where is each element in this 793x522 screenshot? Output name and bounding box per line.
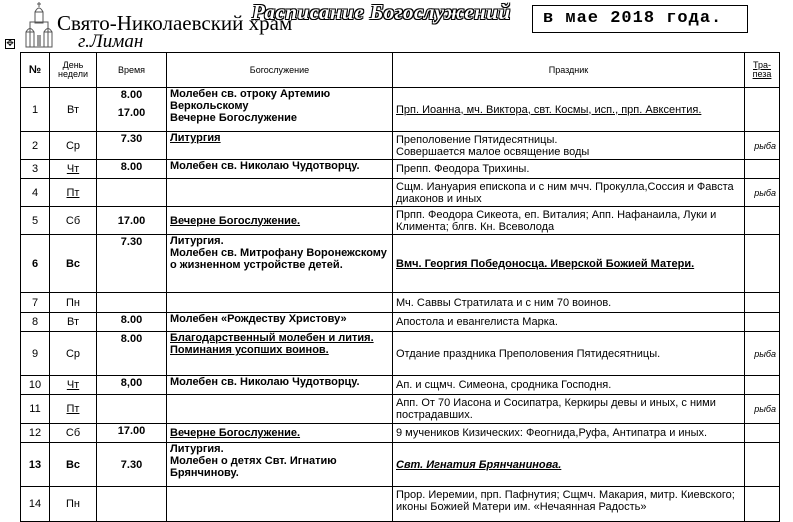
row-feast: Апп. От 70 Иасона и Сосипатра, Керкиры девы и иных, с ними пострадавших.: [393, 395, 745, 424]
row-day: Пн: [50, 293, 97, 313]
row-meal: [745, 376, 780, 395]
row-time-2: 17.00: [117, 107, 146, 119]
row-day: Вс: [50, 235, 97, 293]
row-day: Ср: [50, 332, 97, 376]
row-meal: рыба: [745, 395, 780, 424]
row-day: Пн: [50, 487, 97, 522]
row-num: 6: [21, 235, 50, 293]
row-time: 8,00: [97, 376, 167, 395]
row-service: Молебен «Рождеству Христову»: [167, 313, 393, 332]
row-time: [97, 179, 167, 207]
month-label: в мае 2018 года.: [532, 5, 748, 33]
row-time: [97, 395, 167, 424]
col-header-feast: Праздник: [393, 53, 745, 88]
table-row: [21, 376, 780, 395]
row-time: 7.30: [97, 132, 167, 160]
row-time: 8.00: [97, 160, 167, 179]
row-time: 8.00: [97, 332, 167, 376]
church-name: Свято-Николаевский храм: [57, 11, 293, 35]
row-meal: рыба: [745, 332, 780, 376]
col-header-meal: Тра-пеза: [745, 53, 780, 88]
table-header-row: [21, 53, 780, 88]
row-service: Молебен св. Николаю Чудотворцу.: [167, 160, 393, 179]
row-meal: [745, 293, 780, 313]
row-time: [97, 293, 167, 313]
col-header-day: День недели: [50, 53, 97, 88]
row-time: 7.30: [97, 443, 167, 487]
row-feast: Прор. Иеремии, прп. Пафнутия; Сщмч. Макария, митр. Киевского; иконы Божией Матери им. «Нечаянная Радость»: [393, 487, 745, 522]
row-service: Литургия. Молебен св. Митрофану Воронежскому о жизненном устройстве детей.: [167, 235, 393, 293]
row-feast: Преполовение Пятидесятницы. Совершается малое освящение воды: [393, 132, 745, 160]
row-time-1: 8.00: [120, 89, 143, 101]
row-meal: [745, 160, 780, 179]
row-service: [167, 443, 393, 487]
schedule-table: [20, 52, 780, 522]
table-row: [21, 424, 780, 443]
row-day: Вт: [50, 88, 97, 132]
row-time: 17.00: [97, 207, 167, 235]
row-day: Пт: [50, 179, 97, 207]
row-feast: Сщм. Иануария епископа и с ним мчч. Прокулла,Соссия и Фавста диаконов и иных: [393, 179, 745, 207]
table-row: [21, 487, 780, 522]
row-feast: Вмч. Георгия Победоносца. Иверской Божией Матери.: [393, 235, 745, 293]
row-meal: рыба: [745, 179, 780, 207]
row-num: 4: [21, 179, 50, 207]
row-day: Ср: [50, 132, 97, 160]
row-day: Вс: [50, 443, 97, 487]
row-meal: [745, 487, 780, 522]
row-meal: [745, 235, 780, 293]
row-num: 1: [21, 88, 50, 132]
row-feast: Препп. Феодора Трихины.: [393, 160, 745, 179]
row-time: 7.30: [97, 235, 167, 293]
row-num: 2: [21, 132, 50, 160]
row-service: [167, 293, 393, 313]
col-header-num: №: [21, 53, 50, 88]
row-day: Сб: [50, 207, 97, 235]
row-service: Молебен св. Николаю Чудотворцу.: [167, 376, 393, 395]
row-day: Сб: [50, 424, 97, 443]
row-day: Вт: [50, 313, 97, 332]
row-num: 13: [21, 443, 50, 487]
table-row: [21, 235, 780, 293]
row-meal: [745, 207, 780, 235]
table-row: [21, 88, 780, 132]
row-num: 5: [21, 207, 50, 235]
church-city: г.Лиман: [78, 31, 144, 52]
table-row: [21, 132, 780, 160]
church-icon: [24, 2, 54, 48]
row-num: 9: [21, 332, 50, 376]
row-time: [97, 88, 167, 132]
row-day: Пт: [50, 395, 97, 424]
row-meal: [745, 443, 780, 487]
row-service: Литургия: [167, 132, 393, 160]
row-time: 8.00: [97, 313, 167, 332]
row-service: [167, 179, 393, 207]
row-day: Чт: [50, 376, 97, 395]
col-header-service: Богослужение: [167, 53, 393, 88]
row-meal: рыба: [745, 132, 780, 160]
row-meal: [745, 313, 780, 332]
row-num: 8: [21, 313, 50, 332]
row-feast: 9 мучеников Кизических: Феогнида,Руфа, Антипатра и иных.: [393, 424, 745, 443]
table-row: [21, 395, 780, 424]
col-header-time: Время: [97, 53, 167, 88]
row-service: Вечерне Богослужение.: [167, 424, 393, 443]
header: [0, 0, 793, 52]
table-row: [21, 179, 780, 207]
table-row: [21, 313, 780, 332]
row-service: [167, 487, 393, 522]
row-meal: [745, 424, 780, 443]
row-feast: Свт. Игнатия Брянчанинова.: [393, 443, 745, 487]
row-day: Чт: [50, 160, 97, 179]
row-meal: [745, 88, 780, 132]
row-service: Молебен св. отроку Артемию Веркольскому Вечерне Богослужение: [167, 88, 393, 132]
row-feast: Отдание праздника Преполовения Пятидесятницы.: [393, 332, 745, 376]
row-service: [167, 395, 393, 424]
row-num: 12: [21, 424, 50, 443]
row-service-text: Литургия. Молебен о детях Свт. Игнатию Брянчинову.: [170, 443, 337, 479]
row-feast: Ап. и сщмч. Симеона, сродника Господня.: [393, 376, 745, 395]
table-move-handle-icon[interactable]: ✥: [6, 39, 14, 49]
row-feast: Прп. Иоанна, мч. Виктора, свт. Космы, исп., прп. Авксентия.: [393, 88, 745, 132]
row-num: 11: [21, 395, 50, 424]
table-row: [21, 160, 780, 179]
table-row: [21, 207, 780, 235]
row-service: Благодарственный молебен и лития. Поминания усопших воинов.: [167, 332, 393, 376]
table-row: [21, 293, 780, 313]
row-num: 3: [21, 160, 50, 179]
row-num: 14: [21, 487, 50, 522]
row-feast: Мч. Саввы Стратилата и с ним 70 воинов.: [393, 293, 745, 313]
schedule-title: Расписание Богослужений: [252, 0, 511, 24]
row-num: 10: [21, 376, 50, 395]
row-feast: Апостола и евангелиста Марка.: [393, 313, 745, 332]
table-row: [21, 332, 780, 376]
row-service: Вечерне Богослужение.: [167, 207, 393, 235]
row-time: 17.00: [97, 424, 167, 443]
row-feast: Прпп. Феодора Сикеота, еп. Виталия; Апп. Нафанаила, Луки и Климента; блгв. Кн. Всеволода: [393, 207, 745, 235]
row-num: 7: [21, 293, 50, 313]
table-row: [21, 443, 780, 487]
row-time: [97, 487, 167, 522]
